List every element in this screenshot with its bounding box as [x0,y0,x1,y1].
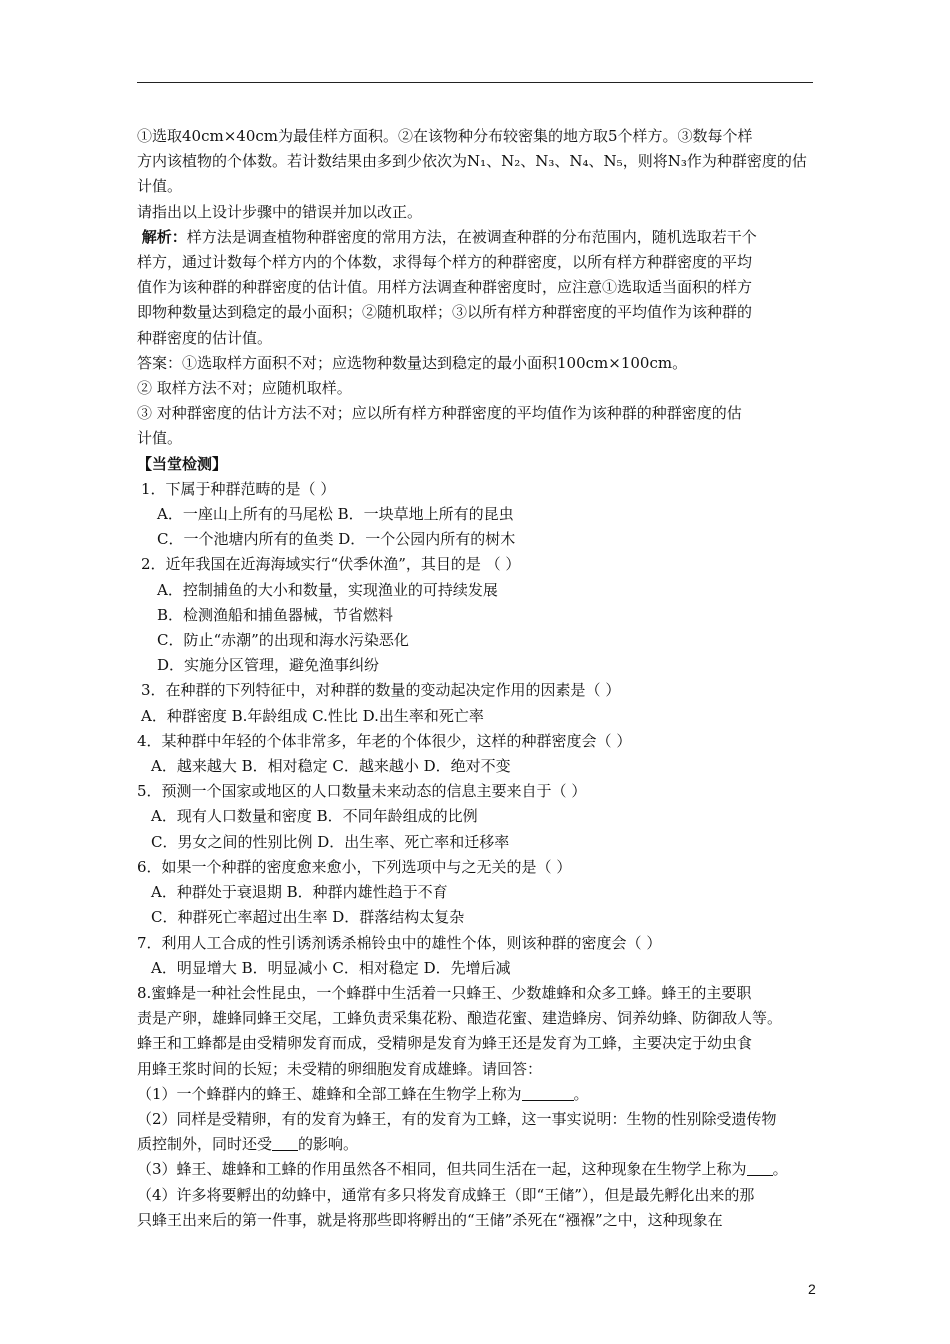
text-line [137,426,817,451]
text-line [137,578,817,603]
text-line [137,1107,817,1132]
line-text: 计值。 [137,429,183,448]
line-text: （3）蜂王、雄蜂和工蜂的作用虽然各不相同，但共同生活在一起，这种现象在生物学上称为 [137,1160,747,1179]
answer-blank[interactable] [522,1086,574,1101]
document-body [137,124,817,1233]
text-line [137,653,817,678]
text-line [137,704,817,729]
text-line [137,527,817,552]
text-line [137,149,817,174]
line-text: 蜂王和工蜂都是由受精卵发育而成，受精卵是发育为蜂王还是发育为工蜂，主要决定于幼虫食 [137,1034,753,1053]
text-line [137,830,817,855]
text-line [137,779,817,804]
text-line [137,956,817,981]
line-text: ③ 对种群密度的估计方法不对；应以所有样方种群密度的平均值作为该种群的种群密度的估 [137,404,742,423]
line-suffix: 的影响。 [298,1135,359,1154]
line-text: 请指出以上设计步骤中的错误并加以改正。 [137,202,423,221]
text-line [137,502,817,527]
page-number: 2 [808,1281,816,1297]
line-text: C．男女之间的性别比例 D．出生率、死亡率和迁移率 [151,832,510,851]
text-line [137,678,817,703]
line-text: ①选取40cm×40cm为最佳样方面积。②在该物种分布较密集的地方取5个样方。③数每个样 [137,127,753,145]
line-text: 质控制外，同时还受 [137,1135,273,1154]
text-line [137,552,817,577]
line-text: A．一座山上所有的马尾松 B．一块草地上所有的昆虫 [157,505,514,524]
line-text: 8.蜜蜂是一种社会性昆虫，一个蜂群中生活着一只蜂王、少数雄蜂和众多工蜂。蜂王的主要职 [137,983,752,1002]
text-line [137,981,817,1006]
line-text: 答案：①选取样方面积不对；应选物种数量达到稳定的最小面积100cm×100cm。 [137,353,688,372]
line-text: ② 取样方法不对；应随机取样。 [137,379,352,398]
line-text: C．种群死亡率超过出生率 D．群落结构太复杂 [151,908,465,927]
line-text: D．实施分区管理，避免渔事纠纷 [157,656,380,675]
text-line [137,1132,817,1157]
line-text: 用蜂王浆时间的长短；未受精的卵细胞发育成雄蜂。请回答： [137,1059,543,1078]
text-line [137,754,817,779]
line-text: 值作为该种群的种群密度的估计值。用样方法调查种群密度时，应注意①选取适当面积的样方 [137,278,753,297]
line-text: 只蜂王出来后的第一件事，就是将那些即将孵出的“王储”杀死在“襁褓”之中，这种现象在 [137,1210,723,1229]
text-line [137,905,817,930]
line-text: 3．在种群的下列特征中，对种群的数量的变动起决定作用的因素是（ ） [141,681,621,700]
line-text: A．现有人口数量和密度 B．不同年龄组成的比例 [151,807,478,826]
line-text: 2．近年我国在近海海域实行“伏季休渔”，其目的是 （ ） [141,555,521,574]
text-line [137,1208,817,1233]
text-line [137,351,817,376]
line-text: A．种群密度 B.年龄组成 C.性比 D.出生率和死亡率 [141,706,484,725]
line-text: A．种群处于衰退期 B．种群内雄性趋于不育 [151,883,448,902]
line-text: 1．下属于种群范畴的是（ ） [141,479,336,498]
line-text: A．明显增大 B．明显减小 C．相对稳定 D．先增后减 [151,958,511,977]
text-line [137,1157,817,1182]
line-text: 7．利用人工合成的性引诱剂诱杀棉铃虫中的雄性个体，则该种群的密度会（ ） [137,933,662,952]
line-text: 计值。 [137,177,183,196]
text-line [137,1057,817,1082]
text-line [137,1006,817,1031]
line-text: B．检测渔船和捕鱼器械，节省燃料 [157,605,394,624]
text-line [137,804,817,829]
header-rule [137,82,813,83]
text-line [137,603,817,628]
answer-blank[interactable] [747,1161,773,1176]
text-line [137,200,817,225]
line-text: 即物种数量达到稳定的最小面积；②随机取样；③以所有样方种群密度的平均值作为该种群的 [137,303,753,322]
text-line [137,880,817,905]
text-line [137,628,817,653]
line-text: （4）许多将要孵出的幼蜂中，通常有多只将发育成蜂王（即“王储”），但是最先孵化出来的那 [137,1185,755,1204]
line-suffix: 。 [772,1160,788,1179]
line-text: 种群密度的估计值。 [137,328,273,347]
text-line [137,1183,817,1208]
text-line [137,452,817,477]
text-line [137,326,817,351]
text-line [137,1082,817,1107]
line-text: A．越来越大 B．相对稳定 C．越来越小 D．绝对不变 [151,757,511,776]
line-text: C．防止“赤潮”的出现和海水污染恶化 [157,631,409,650]
text-line [137,300,817,325]
text-line [137,376,817,401]
line-text: 【当堂检测】 [137,454,228,473]
text-line [137,174,817,199]
text-line [137,477,817,502]
analysis-label: 解析： [141,227,187,246]
line-text: 样方法是调查植物种群密度的常用方法，在被调查种群的分布范围内，随机选取若干个 [186,227,757,246]
line-suffix: 。 [573,1084,589,1103]
line-text: 4．某种群中年轻的个体非常多，年老的个体很少，这样的种群密度会（ ） [137,731,632,750]
line-text: （1）一个蜂群内的蜂王、雄蜂和全部工蜂在生物学上称为 [137,1084,522,1103]
text-line [137,275,817,300]
line-text: A．控制捕鱼的大小和数量，实现渔业的可持续发展 [157,580,498,599]
line-text: 责是产卵，雄蜂同蜂王交尾，工蜂负责采集花粉、酿造花蜜、建造蜂房、饲养幼蜂、防御敌人等。 [137,1009,783,1028]
line-text: 6．如果一个种群的密度愈来愈小，下列选项中与之无关的是（ ） [137,857,572,876]
text-line [137,124,817,149]
text-line [137,225,817,250]
text-line [137,729,817,754]
line-text: 样方，通过计数每个样方内的个体数，求得每个样方的种群密度，以所有样方种群密度的平均 [137,253,753,272]
text-line [137,250,817,275]
text-line [137,855,817,880]
text-line [137,931,817,956]
line-text: 5．预测一个国家或地区的人口数量未来动态的信息主要来自于（ ） [137,782,587,801]
line-text: C．一个池塘内所有的鱼类 D．一个公园内所有的树木 [157,530,516,549]
text-line [137,1031,817,1056]
line-text: （2）同样是受精卵，有的发育为蜂王，有的发育为工蜂，这一事实说明：生物的性别除受遗传物 [137,1109,777,1128]
answer-blank[interactable] [272,1136,298,1151]
line-text: 方内该植物的个体数。若计数结果由多到少依次为N₁、N₂、N₃、N₄、N₅，则将N₃作为种群密度的估 [137,152,807,171]
text-line [137,401,817,426]
